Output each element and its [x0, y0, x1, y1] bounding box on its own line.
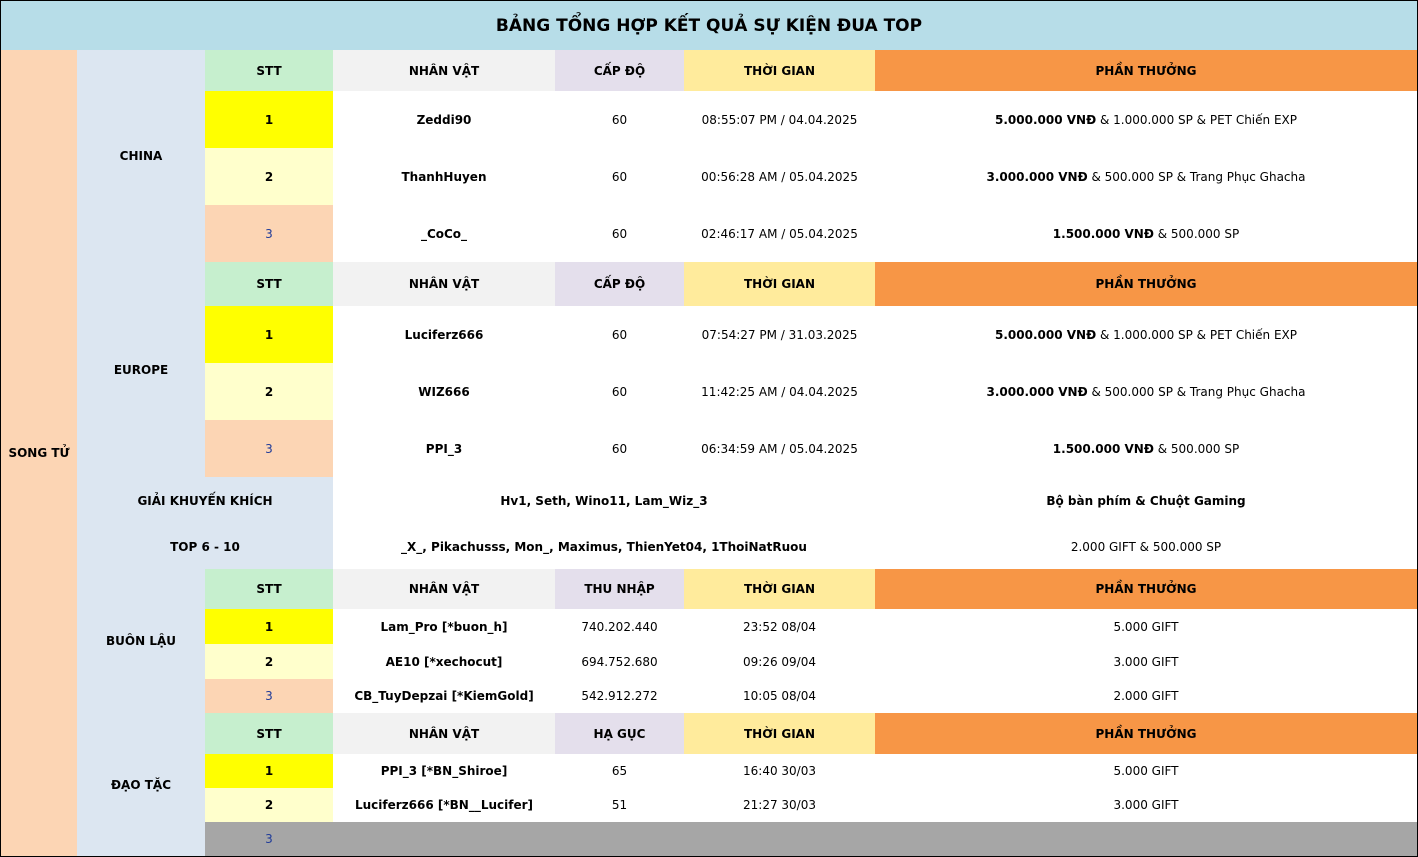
time-cell: 09:26 09/04	[684, 644, 876, 680]
header-level: CẤP ĐỘ	[555, 262, 685, 307]
character-name: WIZ666	[333, 363, 556, 421]
reward-cell: 2.000 GIFT	[875, 679, 1418, 714]
reward-cell	[875, 822, 1418, 857]
reward-cell: 3.000 GIFT	[875, 788, 1418, 823]
rank-cell: 3	[205, 822, 334, 857]
time-cell: 06:34:59 AM / 05.04.2025	[684, 420, 876, 478]
header-stt: STT	[205, 713, 334, 755]
level-cell: 60	[555, 420, 685, 478]
header-kills: HẠ GỤC	[555, 713, 685, 755]
rank-cell: 2	[205, 363, 334, 421]
rank-cell: 1	[205, 754, 334, 789]
reward-cell	[875, 148, 1418, 206]
encourage-reward: Bộ bàn phím & Chuột Gaming	[875, 477, 1418, 525]
header-level: CẤP ĐỘ	[555, 50, 685, 92]
character-name: Luciferz666 [*BN__Lucifer]	[333, 788, 556, 823]
time-cell: 11:42:25 AM / 04.04.2025	[684, 363, 876, 421]
encourage-label: GIẢI KHUYẾN KHÍCH	[77, 477, 334, 525]
header-character: NHÂN VẬT	[333, 50, 556, 92]
reward-cell: 3.000 GIFT	[875, 644, 1418, 680]
top610-reward: 2.000 GIFT & 500.000 SP	[875, 524, 1418, 570]
kills-cell	[555, 822, 685, 857]
server-label: SONG TỬ	[0, 50, 78, 857]
character-name: _CoCo_	[333, 205, 556, 263]
page-title: BẢNG TỔNG HỢP KẾT QUẢ SỰ KIỆN ĐUA TOP	[0, 0, 1418, 51]
header-time: THỜI GIAN	[684, 262, 876, 307]
reward-extra: & 500.000 SP	[1153, 226, 1240, 241]
time-cell: 07:54:27 PM / 31.03.2025	[684, 306, 876, 364]
reward-cell	[875, 91, 1418, 149]
header-time: THỜI GIAN	[684, 713, 876, 755]
reward-extra: & 500.000 SP & Trang Phục Ghacha	[1087, 169, 1306, 184]
rank-cell: 2	[205, 788, 334, 823]
rank-cell: 1	[205, 609, 334, 645]
level-cell: 60	[555, 91, 685, 149]
time-cell	[684, 822, 876, 857]
reward-extra: & 500.000 SP & Trang Phục Ghacha	[1087, 384, 1306, 399]
level-cell: 60	[555, 306, 685, 364]
reward-cash: 5.000.000 VNĐ	[995, 112, 1097, 127]
header-time: THỜI GIAN	[684, 50, 876, 92]
header-character: NHÂN VẬT	[333, 569, 556, 610]
income-cell: 740.202.440	[555, 609, 685, 645]
character-name: Luciferz666	[333, 306, 556, 364]
header-reward: PHẦN THƯỞNG	[875, 262, 1418, 307]
header-character: NHÂN VẬT	[333, 713, 556, 755]
encourage-names: Hv1, Seth, Wino11, Lam_Wiz_3	[333, 477, 876, 525]
group-label-europe: EUROPE	[77, 262, 206, 478]
level-cell: 60	[555, 363, 685, 421]
rank-cell: 2	[205, 148, 334, 206]
rank-cell: 2	[205, 644, 334, 680]
header-reward: PHẦN THƯỞNG	[875, 50, 1418, 92]
reward-cash: 5.000.000 VNĐ	[995, 327, 1097, 342]
header-time: THỜI GIAN	[684, 569, 876, 610]
reward-cell	[875, 420, 1418, 478]
header-stt: STT	[205, 569, 334, 610]
character-name: PPI_3	[333, 420, 556, 478]
header-stt: STT	[205, 262, 334, 307]
top610-label: TOP 6 - 10	[77, 524, 334, 570]
character-name: Zeddi90	[333, 91, 556, 149]
reward-cell	[875, 205, 1418, 263]
reward-cash: 3.000.000 VNĐ	[986, 169, 1088, 184]
reward-cell: 5.000 GIFT	[875, 754, 1418, 789]
time-cell: 23:52 08/04	[684, 609, 876, 645]
time-cell: 02:46:17 AM / 05.04.2025	[684, 205, 876, 263]
kills-cell: 65	[555, 754, 685, 789]
rank-cell: 3	[205, 205, 334, 263]
group-label-china: CHINA	[77, 50, 206, 263]
time-cell: 16:40 30/03	[684, 754, 876, 789]
group-label-smuggle: BUÔN LẬU	[77, 569, 206, 714]
level-cell: 60	[555, 148, 685, 206]
time-cell: 10:05 08/04	[684, 679, 876, 714]
time-cell: 08:55:07 PM / 04.04.2025	[684, 91, 876, 149]
character-name: Lam_Pro [*buon_h]	[333, 609, 556, 645]
reward-cell	[875, 306, 1418, 364]
reward-cash: 1.500.000 VNĐ	[1052, 226, 1154, 241]
income-cell: 694.752.680	[555, 644, 685, 680]
reward-extra: & 1.000.000 SP & PET Chiến EXP	[1096, 327, 1297, 342]
time-cell: 00:56:28 AM / 05.04.2025	[684, 148, 876, 206]
character-name	[333, 822, 556, 857]
income-cell: 542.912.272	[555, 679, 685, 714]
reward-cash: 3.000.000 VNĐ	[986, 384, 1088, 399]
header-character: NHÂN VẬT	[333, 262, 556, 307]
top610-names: _X_, Pikachusss, Mon_, Maximus, ThienYet04, 1ThoiNatRuou	[333, 524, 876, 570]
level-cell: 60	[555, 205, 685, 263]
kills-cell: 51	[555, 788, 685, 823]
rank-cell: 1	[205, 306, 334, 364]
rank-cell: 3	[205, 679, 334, 714]
reward-cash: 1.500.000 VNĐ	[1052, 441, 1154, 456]
reward-cell	[875, 363, 1418, 421]
time-cell: 21:27 30/03	[684, 788, 876, 823]
character-name: ThanhHuyen	[333, 148, 556, 206]
header-reward: PHẦN THƯỞNG	[875, 713, 1418, 755]
rank-cell: 1	[205, 91, 334, 149]
reward-cell: 5.000 GIFT	[875, 609, 1418, 645]
character-name: CB_TuyDepzai [*KiemGold]	[333, 679, 556, 714]
rank-cell: 3	[205, 420, 334, 478]
header-stt: STT	[205, 50, 334, 92]
header-reward: PHẦN THƯỞNG	[875, 569, 1418, 610]
header-income: THU NHẬP	[555, 569, 685, 610]
reward-extra: & 500.000 SP	[1153, 441, 1240, 456]
reward-extra: & 1.000.000 SP & PET Chiến EXP	[1096, 112, 1297, 127]
group-label-robbery: ĐẠO TẶC	[77, 713, 206, 857]
character-name: PPI_3 [*BN_Shiroe]	[333, 754, 556, 789]
character-name: AE10 [*xechocut]	[333, 644, 556, 680]
